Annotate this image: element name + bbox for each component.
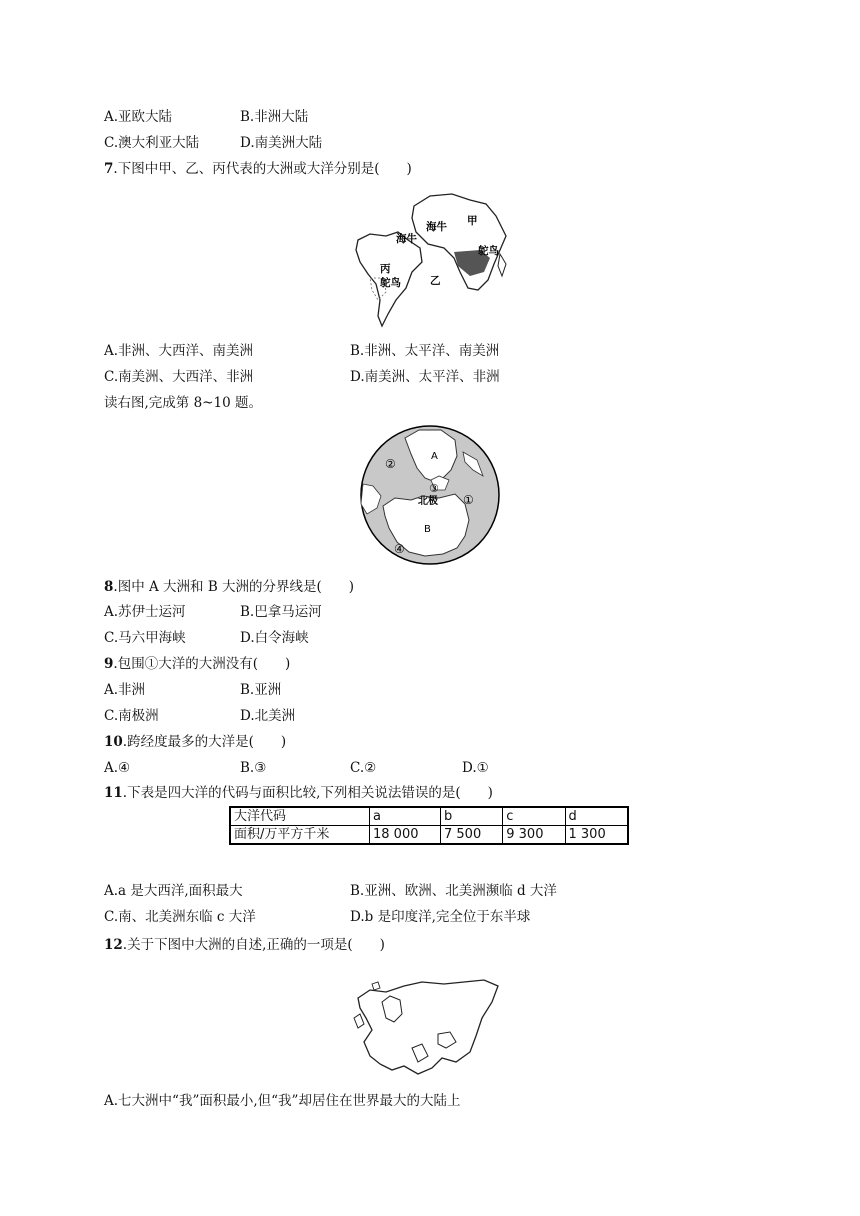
polar-label-2: ② (385, 457, 396, 471)
q8-option-b: B.巴拿马运河 (240, 604, 322, 620)
q11-stem (104, 784, 493, 802)
q9-stem (104, 655, 290, 673)
q11-option-b: B.亚洲、欧洲、北美洲濒临 d 大洋 (350, 883, 557, 899)
q7-label-manatee-sa: 海牛 (396, 233, 417, 245)
q7-option-a: A.非洲、大西洋、南美洲 (104, 343, 254, 359)
polar-label-a: A (431, 451, 438, 462)
q7-label-bing: 丙 (380, 263, 391, 275)
q7-label-ostrich-sa: 鸵鸟 (380, 277, 401, 289)
q7-number: 7 (104, 161, 114, 177)
q7-stem (104, 160, 412, 178)
table-cell: a (370, 807, 441, 826)
table-cell: 18 000 (370, 826, 441, 845)
q7-option-d: D.南美洲、太平洋、非洲 (350, 369, 500, 385)
q8-option-c: C.马六甲海峡 (104, 630, 186, 646)
q6-option-d: D.南美洲大陆 (240, 135, 323, 151)
q8-number: 8 (104, 579, 114, 595)
q11-option-a: A.a 是大西洋,面积最大 (104, 883, 243, 899)
q7-option-b: B.非洲、太平洋、南美洲 (350, 343, 500, 359)
q10-option-c: C.② (350, 760, 377, 776)
q7-label-ostrich-africa: 鸵鸟 (478, 245, 499, 257)
table-cell: d (565, 807, 628, 826)
polar-label-b: B (424, 524, 431, 535)
table-cell: 9 300 (503, 826, 565, 845)
table-cell: 1 300 (565, 826, 628, 845)
q7-continents-map (350, 192, 520, 328)
polar-label-3: ③ (429, 482, 439, 495)
polar-label-4: ④ (394, 542, 405, 556)
q9-option-d: D.北美洲 (240, 708, 296, 724)
polar-label-north-pole: 北极 (418, 496, 438, 507)
table-row (230, 826, 628, 845)
table-row (230, 807, 628, 826)
q10-number: 10 (104, 734, 123, 750)
q11-option-d: D.b 是印度洋,完全位于东半球 (350, 909, 531, 925)
q9-option-b: B.亚洲 (240, 682, 282, 698)
q9-stem-text: .包围①大洋的大洲没有( ) (113, 656, 291, 672)
polar-label-1: ① (463, 493, 474, 507)
q12-stem (104, 936, 385, 954)
table-cell: c (503, 807, 565, 826)
q11-number: 11 (104, 785, 123, 801)
q8-option-a: A.苏伊士运河 (104, 604, 186, 620)
table-cell: 7 500 (441, 826, 503, 845)
q10-stem-text: .跨经度最多的大洋是( ) (122, 734, 287, 750)
q7-stem-text: .下图中甲、乙、丙代表的大洲或大洋分别是( ) (113, 161, 412, 177)
q9-option-a: A.非洲 (104, 682, 146, 698)
q9-option-c: C.南极洲 (104, 708, 159, 724)
ocean-area-table (229, 806, 629, 845)
q7-option-c: C.南美洲、大西洋、非洲 (104, 369, 254, 385)
q12-number: 12 (104, 937, 123, 953)
q8-stem (104, 578, 354, 596)
table-cell: b (441, 807, 503, 826)
q11-stem-text: .下表是四大洋的代码与面积比较,下列相关说法错误的是( ) (122, 785, 493, 801)
polar-map (359, 424, 501, 566)
q6-option-b: B.非洲大陆 (240, 109, 309, 125)
q7-label-manatee-africa: 海牛 (426, 221, 447, 233)
q10-option-a: A.④ (104, 760, 131, 776)
q9-number: 9 (104, 656, 114, 672)
q12-stem-text: .关于下图中大洲的自述,正确的一项是( ) (122, 937, 385, 953)
table-header-area: 面积/万平方千米 (230, 826, 370, 845)
table-header-code: 大洋代码 (230, 807, 370, 826)
q8-option-d: D.白令海峡 (240, 630, 309, 646)
q10-option-b: B.③ (240, 760, 267, 776)
q12-option-a: A.七大洲中“我”面积最小,但“我”却居住在世界最大的大陆上 (104, 1093, 461, 1109)
q10-option-d: D.① (462, 760, 489, 776)
q7-label-jia: 甲 (467, 215, 478, 227)
q6-option-c: C.澳大利亚大陆 (104, 135, 200, 151)
q6-option-a: A.亚欧大陆 (104, 109, 173, 125)
q7-label-yi: 乙 (430, 275, 441, 287)
q12-europe-map (352, 978, 500, 1076)
q10-stem (104, 733, 286, 751)
intro-text: 读右图,完成第 8~10 题。 (104, 395, 262, 411)
q11-option-c: C.南、北美洲东临 c 大洋 (104, 909, 256, 925)
q8-stem-text: .图中 A 大洲和 B 大洲的分界线是( ) (113, 579, 355, 595)
